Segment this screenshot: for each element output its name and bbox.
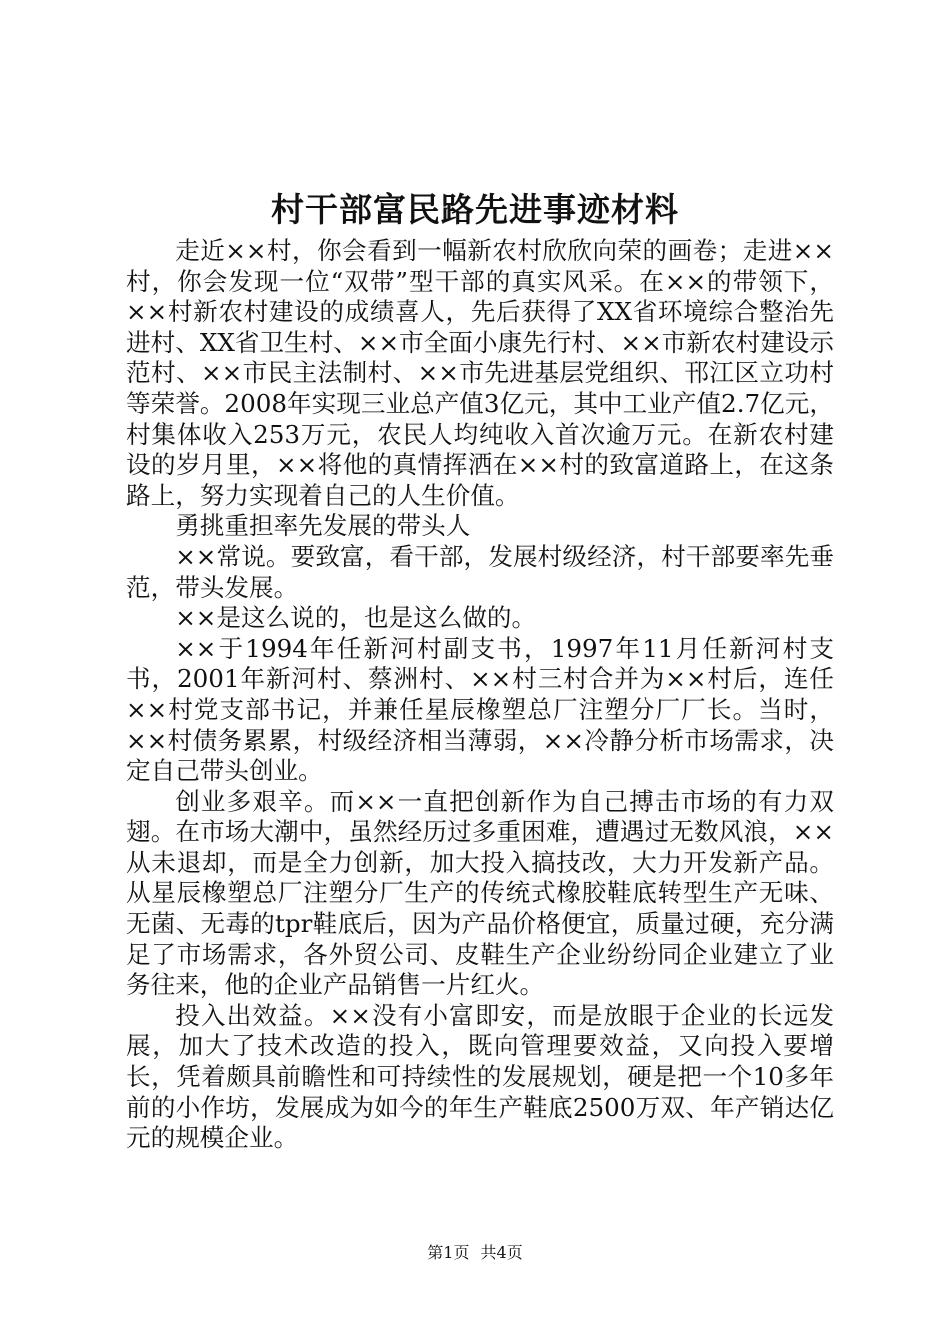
paragraph: ××是这么说的，也是这么做的。 (175, 603, 537, 633)
section-heading: 勇挑重担率先发展的带头人 (175, 511, 471, 541)
paragraph: ××常说。要致富，看干部，发展村级经济，村干部要率先垂范，带头发展。 (126, 541, 834, 602)
paragraph: 走近××村，你会看到一幅新农村欣欣向荣的画卷；走进××村，你会发现一位“双带”型干部的真实风采。在××的带领下，××村新农村建设的成绩喜人，先后获得了XX省环境综合整治先进村、XX省卫生村、××市全面小康先行村、××市新农村建设示范村、××市民主法制村、××市先进基层党组织、邗江区立功村等荣誉。2008年实现三业总产值3亿元，其中工业产值2.7亿元，村集体收入253万元，农民人均纯收入首次逾万元。在新农村建设的岁月里，××将他的真情挥洒在××村的致富道路上，在这条路上，努力实现着自己的人生价值。 (126, 236, 834, 510)
paragraph: 投入出效益。××没有小富即安，而是放眼于企业的长远发展，加大了技术改造的投入，既向管理要效益，又向投入要增长，凭着颇具前瞻性和可持续性的发展规划，硬是把一个10多年前的小作坊，发展成为如今的年生产鞋底2500万双、年产销达亿元的规模企业。 (126, 1000, 834, 1153)
document-body (126, 236, 834, 1154)
document-title: 村干部富民路先进事迹材料 (271, 190, 679, 229)
page-total: 共4页 (480, 1243, 523, 1262)
page-footer (0, 1241, 950, 1265)
paragraph: ××于1994年任新河村副支书，1997年11月任新河村支书，2001年新河村、蔡洲村、××村三村合并为××村后，连任××村党支部书记，并兼任星辰橡塑总厂注塑分厂厂长。当时，××村债务累累，村级经济相当薄弱，××冷静分析市场需求，决定自己带头创业。 (126, 633, 834, 786)
paragraph: 创业多艰辛。而××一直把创新作为自己搏击市场的有力双翅。在市场大潮中，虽然经历过多重困难，遭遇过无数风浪，××从未退却，而是全力创新，加大投入搞技改，大力开发新产品。从星辰橡塑总厂注塑分厂生产的传统式橡胶鞋底转型生产无味、无菌、无毒的tpr鞋底后，因为产品价格便宜，质量过硬，充分满足了市场需求，各外贸公司、皮鞋生产企业纷纷同企业建立了业务往来，他的企业产品销售一片红火。 (126, 786, 834, 1000)
page-number: 第1页 (427, 1243, 470, 1262)
